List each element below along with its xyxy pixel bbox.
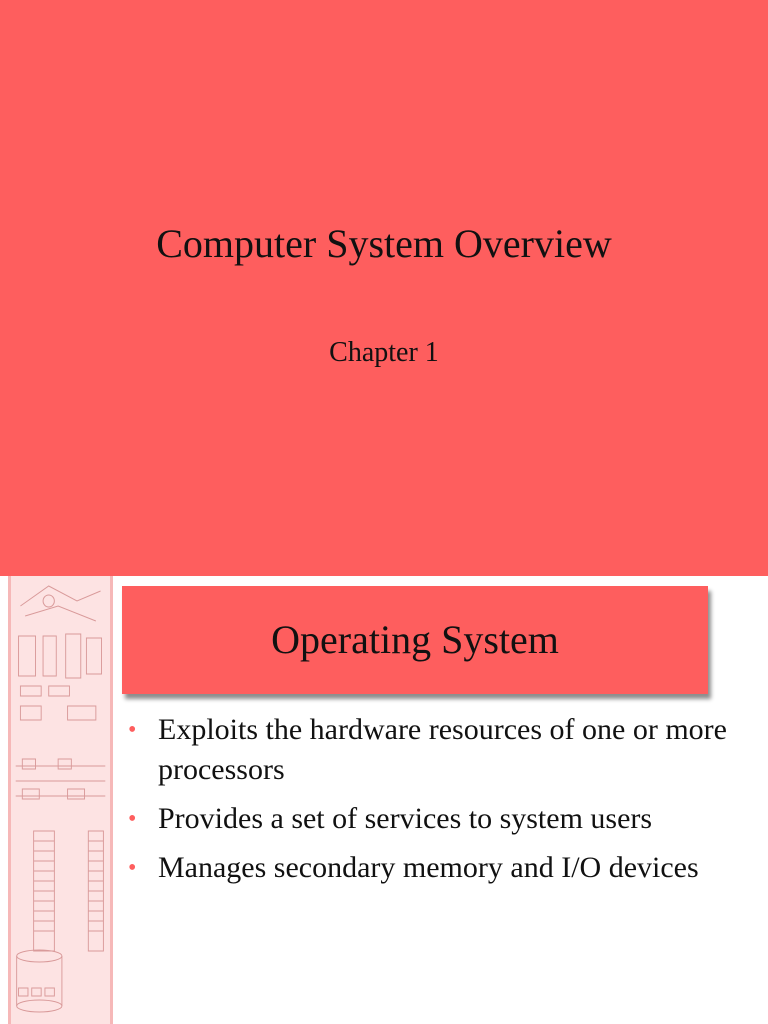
slide-subtitle: Chapter 1 [329, 337, 439, 368]
list-item [126, 710, 736, 790]
bullet-text: Manages secondary memory and I/O devices [158, 851, 699, 884]
bullet-icon: • [128, 717, 137, 743]
slide-title-bar [122, 586, 708, 694]
slide-title: Computer System Overview [156, 221, 612, 266]
bullet-text: Exploits the hardware resources of one or more processors [158, 713, 727, 786]
list-item [126, 799, 736, 839]
bullet-text: Provides a set of services to system users [158, 802, 653, 835]
circuit-diagram-icon [11, 576, 110, 1024]
list-item [126, 848, 736, 888]
slide-title: Operating System [271, 617, 559, 662]
circuit-diagram-graphic [8, 576, 113, 1024]
bullet-icon: • [128, 806, 137, 832]
bullet-icon: • [128, 855, 137, 881]
bullet-list [126, 710, 736, 897]
content-slide [0, 576, 768, 1024]
